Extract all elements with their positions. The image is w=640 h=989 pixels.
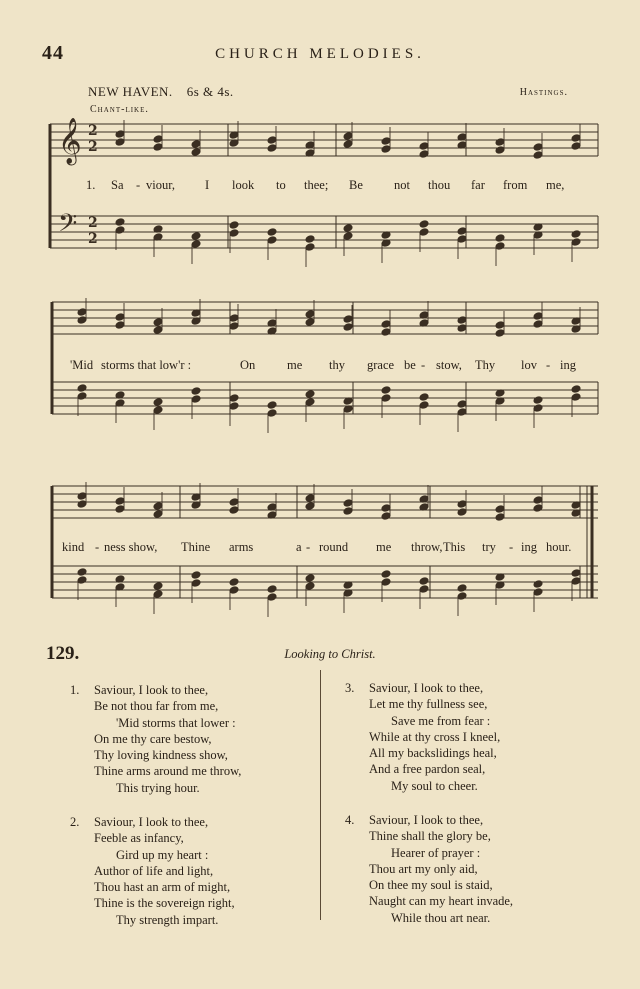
lyric-syllable: Be bbox=[349, 178, 363, 192]
note-head bbox=[381, 394, 391, 403]
note-head bbox=[115, 218, 125, 227]
stanza-line: Let me thy fullness see, bbox=[369, 697, 488, 712]
note-head bbox=[229, 322, 239, 331]
tune-composer: Hastings. bbox=[519, 87, 568, 98]
note-head bbox=[419, 220, 429, 229]
tune-name: NEW HAVEN. bbox=[88, 84, 173, 99]
stanza-line: Thou art my only aid, bbox=[369, 861, 478, 876]
stanza-line: On me thy care bestow, bbox=[94, 731, 212, 746]
note-head bbox=[571, 142, 581, 151]
running-head: CHURCH MELODIES. bbox=[215, 46, 425, 62]
note-head bbox=[381, 328, 391, 337]
note-head bbox=[495, 505, 505, 514]
note-head bbox=[571, 385, 581, 394]
note-head bbox=[533, 504, 543, 513]
lyric-syllable: On bbox=[240, 358, 256, 372]
note-head bbox=[571, 577, 581, 586]
note-head bbox=[191, 140, 201, 149]
note-head bbox=[77, 576, 87, 585]
lyric-syllable: ing bbox=[521, 540, 537, 554]
hymn-number: 129. bbox=[46, 643, 80, 664]
note-head bbox=[115, 321, 125, 330]
note-head bbox=[115, 130, 125, 139]
note-head bbox=[305, 502, 315, 511]
note-head bbox=[115, 138, 125, 147]
lyric-syllable: me bbox=[287, 358, 303, 372]
note-head bbox=[153, 326, 163, 335]
note-head bbox=[305, 235, 315, 244]
lyric-syllable: to bbox=[276, 178, 286, 192]
note-head bbox=[77, 308, 87, 317]
note-head bbox=[229, 578, 239, 587]
stanza-line: Gird up my heart : bbox=[116, 847, 209, 862]
note-head bbox=[495, 513, 505, 522]
note-head bbox=[419, 228, 429, 237]
tempo-marking: Chant-like. bbox=[90, 104, 149, 115]
lyric-syllable: Thine bbox=[181, 540, 211, 554]
stanza-line: Save me from fear : bbox=[391, 713, 491, 728]
stanza-2 bbox=[70, 814, 235, 928]
note-head bbox=[115, 505, 125, 514]
lyric-syllable: hour. bbox=[546, 540, 572, 554]
stanza-line: Author of life and light, bbox=[94, 863, 214, 878]
lyric-syllable: me bbox=[376, 540, 392, 554]
note-head bbox=[191, 232, 201, 241]
note-head bbox=[533, 588, 543, 597]
stanza-line: Thine is the sovereign right, bbox=[94, 896, 235, 911]
stanza-line: Naught can my heart invade, bbox=[369, 894, 514, 909]
note-head bbox=[419, 401, 429, 410]
time-signature: 2 bbox=[88, 123, 98, 139]
time-signature: 2 bbox=[88, 231, 98, 247]
lyric-syllable: I bbox=[205, 178, 210, 192]
note-head bbox=[305, 390, 315, 399]
note-head bbox=[381, 320, 391, 329]
note-head bbox=[343, 323, 353, 332]
note-head bbox=[343, 499, 353, 508]
note-head bbox=[305, 310, 315, 319]
note-head bbox=[495, 138, 505, 147]
note-head bbox=[533, 143, 543, 152]
note-head bbox=[419, 150, 429, 159]
note-head bbox=[77, 384, 87, 393]
note-head bbox=[77, 392, 87, 401]
note-head bbox=[267, 593, 277, 602]
note-head bbox=[457, 324, 467, 333]
note-head bbox=[77, 568, 87, 577]
note-head bbox=[457, 508, 467, 517]
lyric-syllable: not bbox=[394, 178, 410, 192]
lyric-syllable: try bbox=[482, 540, 496, 554]
note-head bbox=[229, 229, 239, 238]
note-head bbox=[267, 409, 277, 418]
note-head bbox=[77, 492, 87, 501]
lyric-syllable: - bbox=[421, 358, 426, 372]
lyric-syllable: thy bbox=[329, 358, 345, 372]
note-head bbox=[267, 585, 277, 594]
tune-meter: 6s & 4s. bbox=[186, 84, 234, 99]
stanza-line: All my backslidings heal, bbox=[369, 746, 497, 761]
note-head bbox=[267, 228, 277, 237]
lyric-syllable: - bbox=[509, 540, 514, 554]
stanza-line: Thine arms around me throw, bbox=[94, 764, 242, 779]
note-head bbox=[457, 592, 467, 601]
stanza-line: Hearer of prayer : bbox=[391, 845, 481, 860]
note-head bbox=[571, 238, 581, 247]
note-head bbox=[343, 224, 353, 233]
lyric-syllable: throw, bbox=[411, 540, 443, 554]
lyric-syllable: far bbox=[471, 178, 485, 192]
note-head bbox=[533, 496, 543, 505]
note-head bbox=[153, 590, 163, 599]
note-head bbox=[457, 227, 467, 236]
note-head bbox=[229, 506, 239, 515]
note-head bbox=[153, 318, 163, 327]
stanza-1 bbox=[70, 682, 242, 796]
lyric-syllable: me, bbox=[546, 178, 565, 192]
note-head bbox=[457, 400, 467, 409]
note-head bbox=[419, 142, 429, 151]
stanza-line: Thy strength impart. bbox=[116, 912, 219, 927]
lyric-syllable: arms bbox=[229, 540, 254, 554]
lyric-syllable: Sa bbox=[111, 178, 124, 192]
note-head bbox=[153, 406, 163, 415]
page-number: 44 bbox=[42, 42, 64, 64]
note-head bbox=[305, 318, 315, 327]
stanza-line: This trying hour. bbox=[116, 780, 200, 795]
note-head bbox=[191, 571, 201, 580]
note-head bbox=[571, 393, 581, 402]
stanza-line: Feeble as infancy, bbox=[94, 831, 184, 846]
stanza-4 bbox=[345, 812, 514, 926]
stanza-line: Thou hast an arm of might, bbox=[94, 880, 231, 895]
note-head bbox=[153, 143, 163, 152]
note-head bbox=[267, 136, 277, 145]
note-head bbox=[419, 577, 429, 586]
note-head bbox=[267, 401, 277, 410]
note-head bbox=[419, 585, 429, 594]
note-head bbox=[533, 404, 543, 413]
lyric-syllable: thou bbox=[428, 178, 451, 192]
stanza-line: And a free pardon seal, bbox=[369, 762, 486, 777]
note-head bbox=[77, 500, 87, 509]
lyric-syllable: This bbox=[443, 540, 466, 554]
stanza-line: While at thy cross I kneel, bbox=[369, 729, 501, 744]
lyric-syllable: viour, bbox=[146, 178, 176, 192]
note-head bbox=[343, 132, 353, 141]
note-head bbox=[495, 146, 505, 155]
note-head bbox=[229, 221, 239, 230]
note-head bbox=[77, 316, 87, 325]
lyric-syllable: kind bbox=[62, 540, 85, 554]
note-head bbox=[191, 148, 201, 157]
note-head bbox=[381, 137, 391, 146]
note-head bbox=[533, 580, 543, 589]
lyric-syllable: - bbox=[306, 540, 311, 554]
note-head bbox=[381, 578, 391, 587]
lyric-syllable: thee; bbox=[304, 178, 329, 192]
lyric-syllable: stow, bbox=[436, 358, 462, 372]
note-head bbox=[153, 510, 163, 519]
note-head bbox=[495, 329, 505, 338]
note-head bbox=[191, 387, 201, 396]
note-head bbox=[381, 512, 391, 521]
note-head bbox=[457, 500, 467, 509]
stanza-line: 'Mid storms that lower : bbox=[116, 715, 236, 730]
note-head bbox=[495, 321, 505, 330]
note-head bbox=[533, 151, 543, 160]
note-head bbox=[495, 234, 505, 243]
note-head bbox=[267, 144, 277, 153]
lyric-syllable: look bbox=[232, 178, 255, 192]
stanza-line: Be not thou far from me, bbox=[94, 699, 219, 714]
note-head bbox=[305, 243, 315, 252]
note-head bbox=[343, 232, 353, 241]
note-head bbox=[533, 396, 543, 405]
note-head bbox=[457, 316, 467, 325]
lyric-syllable: be bbox=[404, 358, 416, 372]
stanza-line: 4. Saviour, I look to thee, bbox=[345, 813, 484, 827]
note-head bbox=[229, 586, 239, 595]
lyric-syllable: Thy bbox=[475, 358, 496, 372]
note-head bbox=[343, 140, 353, 149]
note-head bbox=[153, 502, 163, 511]
note-head bbox=[229, 402, 239, 411]
lyric-syllable: grace bbox=[367, 358, 395, 372]
lyric-syllable: - bbox=[95, 540, 100, 554]
note-head bbox=[381, 145, 391, 154]
note-head bbox=[191, 579, 201, 588]
note-head bbox=[533, 312, 543, 321]
lyric-syllable: 1. bbox=[86, 178, 96, 192]
note-head bbox=[343, 315, 353, 324]
lyric-syllable: a bbox=[296, 540, 302, 554]
note-head bbox=[457, 584, 467, 593]
note-head bbox=[115, 497, 125, 506]
stanza-line: 3. Saviour, I look to thee, bbox=[345, 681, 484, 695]
note-head bbox=[457, 235, 467, 244]
note-head bbox=[305, 494, 315, 503]
note-head bbox=[571, 569, 581, 578]
lyric-syllable: storms that low'r : bbox=[101, 358, 192, 372]
note-head bbox=[495, 242, 505, 251]
lyric-syllable: - bbox=[546, 358, 551, 372]
note-head bbox=[153, 135, 163, 144]
note-head bbox=[229, 394, 239, 403]
lyric-syllable: ing bbox=[560, 358, 576, 372]
lyric-syllable: lov bbox=[521, 358, 537, 372]
stanza-line: Thine shall the glory be, bbox=[369, 829, 491, 844]
note-head bbox=[457, 408, 467, 417]
lyric-syllable: - bbox=[136, 178, 141, 192]
stanza-line: While thou art near. bbox=[391, 910, 491, 925]
note-head bbox=[533, 320, 543, 329]
note-head bbox=[381, 504, 391, 513]
lyric-syllable: ness show, bbox=[104, 540, 158, 554]
note-head bbox=[229, 498, 239, 507]
note-head bbox=[191, 240, 201, 249]
note-head bbox=[267, 236, 277, 245]
time-signature: 2 bbox=[88, 215, 98, 231]
note-head bbox=[419, 393, 429, 402]
time-signature: 2 bbox=[88, 139, 98, 155]
lyric-syllable: from bbox=[503, 178, 528, 192]
stanza-line: 2. Saviour, I look to thee, bbox=[70, 815, 209, 829]
note-head bbox=[381, 386, 391, 395]
note-head bbox=[191, 395, 201, 404]
note-head bbox=[153, 398, 163, 407]
stanza-3 bbox=[345, 680, 501, 794]
stanza-line: My soul to cheer. bbox=[391, 778, 478, 793]
hymn-title: Looking to Christ. bbox=[284, 647, 376, 661]
lyric-syllable: 'Mid bbox=[70, 358, 94, 372]
note-head bbox=[343, 507, 353, 516]
note-head bbox=[571, 230, 581, 239]
note-head bbox=[229, 314, 239, 323]
note-head bbox=[153, 582, 163, 591]
stanza-line: Thy loving kindness show, bbox=[94, 748, 228, 763]
lyric-syllable: round bbox=[319, 540, 349, 554]
note-head bbox=[115, 226, 125, 235]
note-head bbox=[305, 574, 315, 583]
stanza-line: 1. Saviour, I look to thee, bbox=[70, 683, 209, 697]
note-head bbox=[381, 570, 391, 579]
note-head bbox=[571, 134, 581, 143]
bass-clef-icon: 𝄢 bbox=[58, 209, 78, 244]
stanza-line: On thee my soul is staid, bbox=[369, 878, 493, 893]
note-head bbox=[305, 582, 315, 591]
note-head bbox=[115, 313, 125, 322]
treble-clef-icon: 𝄞 bbox=[58, 118, 82, 164]
column-divider bbox=[320, 670, 321, 920]
note-head bbox=[305, 398, 315, 407]
